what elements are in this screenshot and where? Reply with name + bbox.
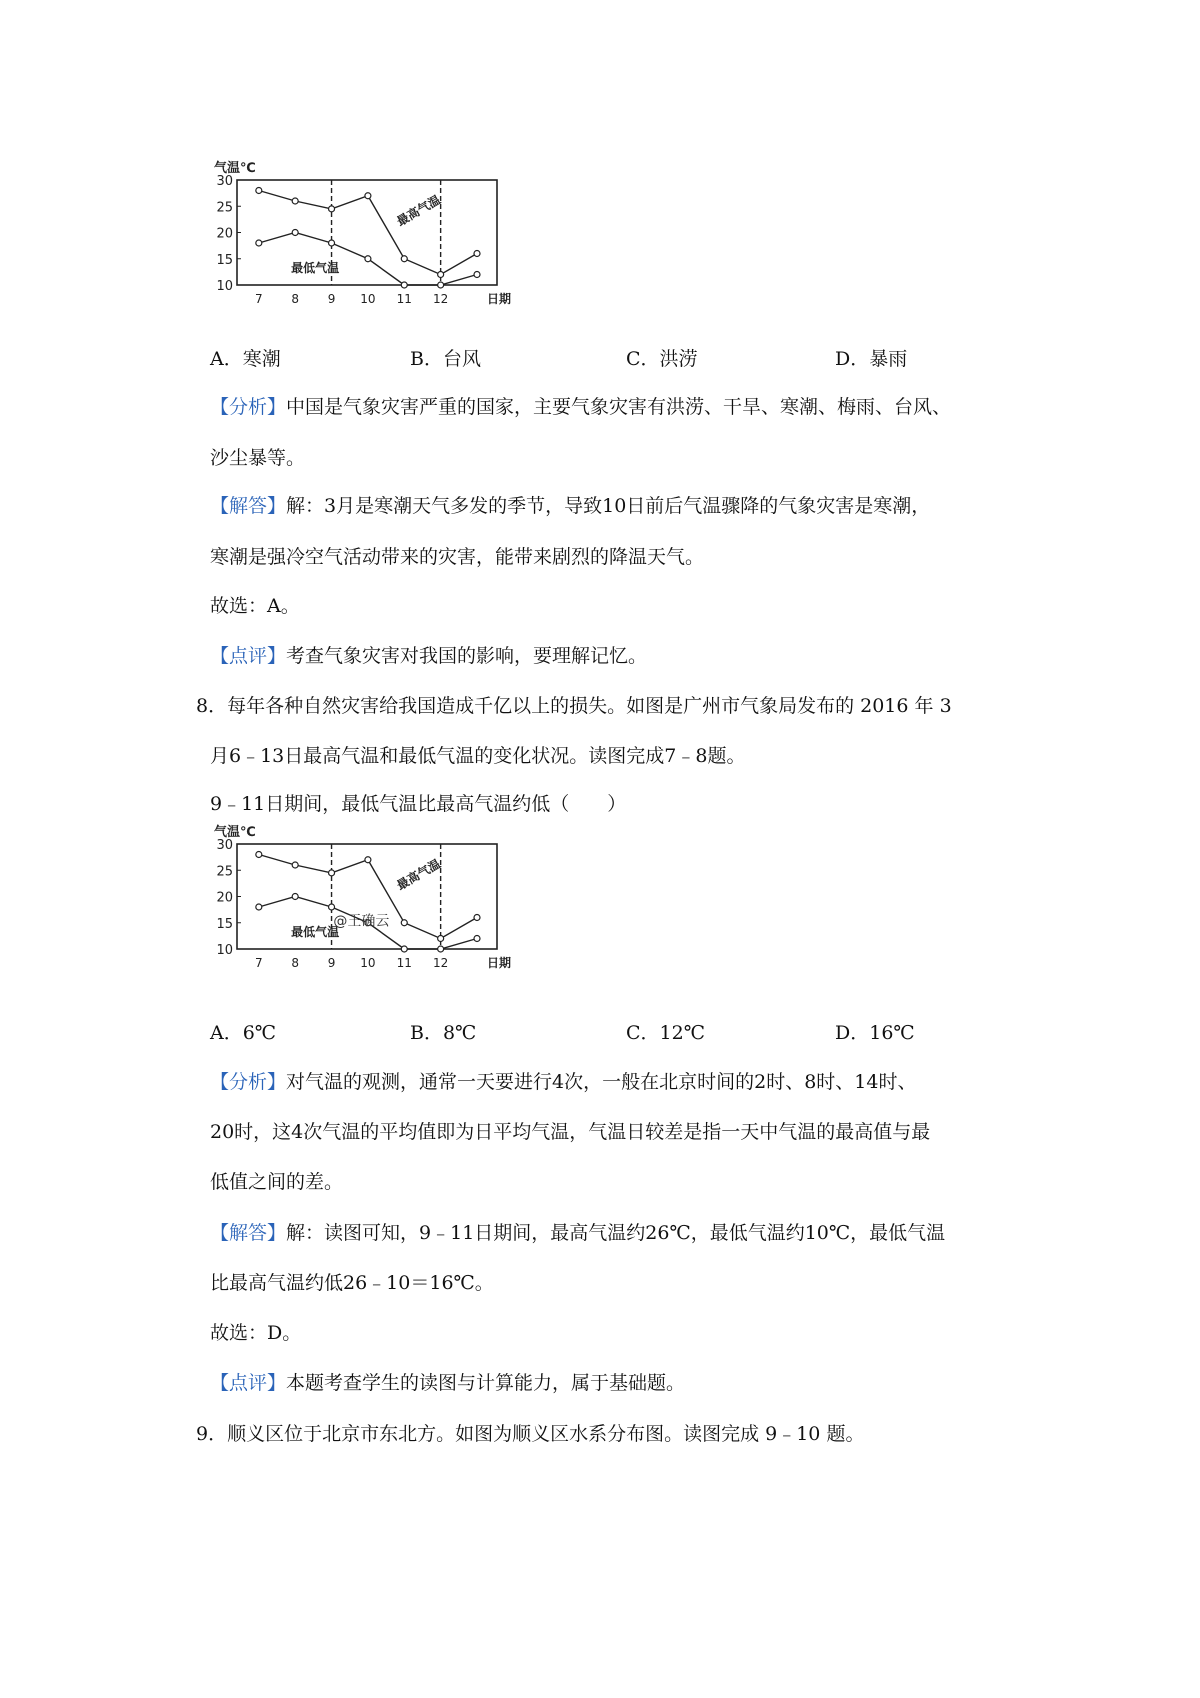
- q8-question: 9﹣11日期间，最低气温比最高气温约低（ ）: [210, 793, 627, 815]
- q7-option-a[interactable]: A．寒潮: [210, 348, 281, 370]
- data-point: [292, 862, 298, 868]
- y-tick-label: 25: [216, 864, 233, 880]
- q8-stem-text-1: 每年各种自然灾害给我国造成千亿以上的损失。如图是广州市气象局发布的 2016 年 3: [227, 695, 952, 717]
- x-tick-label: 12: [432, 956, 449, 970]
- data-point: [365, 256, 371, 262]
- temperature-chart-svg: [212, 150, 512, 310]
- q8-choice: 故选：D。: [210, 1322, 302, 1344]
- q9-number: 9．: [196, 1423, 228, 1445]
- q7-answer: [210, 494, 930, 518]
- data-point: [329, 904, 335, 910]
- q8-option-a[interactable]: A．6℃: [210, 1022, 277, 1044]
- data-point: [438, 272, 444, 278]
- q7-options: [210, 344, 970, 368]
- data-point: [474, 251, 480, 257]
- series-label: 最低气温: [291, 260, 340, 275]
- data-point: [256, 852, 262, 858]
- q7-answer-text-2: 寒潮是强冷空气活动带来的灾害，能带来剧烈的降温天气。: [210, 546, 705, 568]
- comment-tag: 【点评】: [210, 1372, 287, 1394]
- q9-stem: [196, 1422, 864, 1446]
- q7-answer-text-1: 解：3月是寒潮天气多发的季节，导致10日前后气温骤降的气象灾害是寒潮，: [286, 495, 931, 517]
- y-tick-label: 20: [216, 226, 233, 242]
- y-tick-label: 25: [216, 200, 233, 216]
- y-axis-label: 气温℃: [214, 161, 256, 176]
- q7-analysis: [210, 395, 951, 419]
- y-tick-label: 10: [216, 943, 233, 958]
- x-tick-label: 8: [291, 292, 300, 306]
- q7-option-b[interactable]: B．台风: [410, 348, 481, 370]
- data-point: [292, 230, 298, 236]
- data-point: [474, 915, 480, 921]
- data-point: [256, 240, 262, 246]
- x-tick-label: 11: [396, 292, 412, 306]
- x-tick-label: 12: [432, 292, 449, 306]
- data-point: [365, 193, 371, 199]
- x-tick-label: 8: [291, 956, 300, 970]
- q8-option-c[interactable]: C．12℃: [626, 1022, 705, 1044]
- data-point: [401, 282, 407, 288]
- x-axis-label: 日期: [487, 292, 512, 306]
- data-point: [256, 904, 262, 910]
- q8-option-d[interactable]: D．16℃: [835, 1022, 915, 1044]
- x-tick-label: 9: [327, 956, 336, 970]
- data-point: [401, 946, 407, 952]
- x-tick-label: 7: [254, 292, 263, 306]
- y-tick-label: 20: [216, 890, 233, 906]
- data-point: [474, 272, 480, 278]
- temperature-chart-2: [212, 814, 512, 974]
- watermark-text: @王确云: [333, 913, 390, 930]
- comment-tag: 【点评】: [210, 645, 287, 667]
- q7-comment-text: 考查气象灾害对我国的影响，要理解记忆。: [286, 645, 648, 667]
- analysis-tag: 【分析】: [210, 396, 287, 418]
- data-point: [438, 946, 444, 952]
- data-point: [401, 256, 407, 262]
- q7-analysis-text-1: 中国是气象灾害严重的国家，主要气象灾害有洪涝、干旱、寒潮、梅雨、台风、: [286, 396, 952, 418]
- x-tick-label: 11: [396, 956, 412, 970]
- q7-comment: [210, 644, 647, 668]
- y-tick-label: 30: [216, 838, 233, 853]
- q8-stem-text-2: 月6﹣13日最高气温和最低气温的变化状况。读图完成7﹣8题。: [210, 745, 746, 767]
- y-tick-label: 30: [216, 174, 233, 189]
- y-axis-label: 气温℃: [214, 825, 256, 840]
- data-point: [329, 240, 335, 246]
- data-point: [292, 894, 298, 900]
- data-point: [329, 870, 335, 876]
- data-point: [329, 206, 335, 212]
- answer-tag: 【解答】: [210, 495, 287, 517]
- analysis-tag: 【分析】: [210, 1071, 287, 1093]
- data-point: [401, 920, 407, 926]
- q8-comment: [210, 1371, 685, 1395]
- data-point: [292, 198, 298, 204]
- y-tick-label: 10: [216, 279, 233, 294]
- data-point: [474, 936, 480, 942]
- x-tick-label: 7: [254, 956, 263, 970]
- x-tick-label: 10: [360, 956, 376, 970]
- q8-number: 8．: [196, 695, 228, 717]
- answer-tag: 【解答】: [210, 1222, 287, 1244]
- series-label: 最低气温: [291, 924, 340, 939]
- q8-answer-text-1: 解：读图可知，9﹣11日期间，最高气温约26℃，最低气温约10℃，最低气温: [286, 1222, 946, 1244]
- q8-analysis-text-3: 低值之间的差。: [210, 1171, 344, 1193]
- q8-analysis-text-2: 20时，这4次气温的平均值即为日平均气温，气温日较差是指一天中气温的最高值与最: [210, 1121, 931, 1143]
- q8-analysis-text-1: 对气温的观测，通常一天要进行4次，一般在北京时间的2时、8时、14时、: [286, 1071, 917, 1093]
- q8-option-b[interactable]: B．8℃: [410, 1022, 477, 1044]
- temperature-chart-1: [212, 150, 512, 310]
- q8-answer-text-2: 比最高气温约低26﹣10＝16℃。: [210, 1272, 494, 1294]
- q7-option-c[interactable]: C．洪涝: [626, 348, 698, 370]
- q8-options: [210, 1018, 970, 1042]
- q8-analysis: [210, 1070, 916, 1094]
- x-tick-label: 10: [360, 292, 376, 306]
- q8-stem: [196, 694, 952, 718]
- data-point: [438, 936, 444, 942]
- q8-answer: [210, 1221, 945, 1245]
- y-tick-label: 15: [216, 916, 233, 932]
- q8-comment-text: 本题考查学生的读图与计算能力，属于基础题。: [286, 1372, 686, 1394]
- data-point: [365, 857, 371, 863]
- series-label: 最高气温: [394, 856, 443, 893]
- series-label: 最高气温: [394, 192, 443, 229]
- x-tick-label: 9: [327, 292, 336, 306]
- data-point: [438, 282, 444, 288]
- y-tick-label: 15: [216, 252, 233, 268]
- data-point: [256, 188, 262, 194]
- q7-option-d[interactable]: D．暴雨: [835, 348, 908, 370]
- q9-stem-text: 顺义区位于北京市东北方。如图为顺义区水系分布图。读图完成 9﹣10 题。: [227, 1423, 865, 1445]
- q7-choice: 故选：A。: [210, 595, 300, 617]
- temperature-chart-svg: [212, 814, 512, 974]
- q7-analysis-text-2: 沙尘暴等。: [210, 447, 306, 469]
- x-axis-label: 日期: [487, 956, 512, 970]
